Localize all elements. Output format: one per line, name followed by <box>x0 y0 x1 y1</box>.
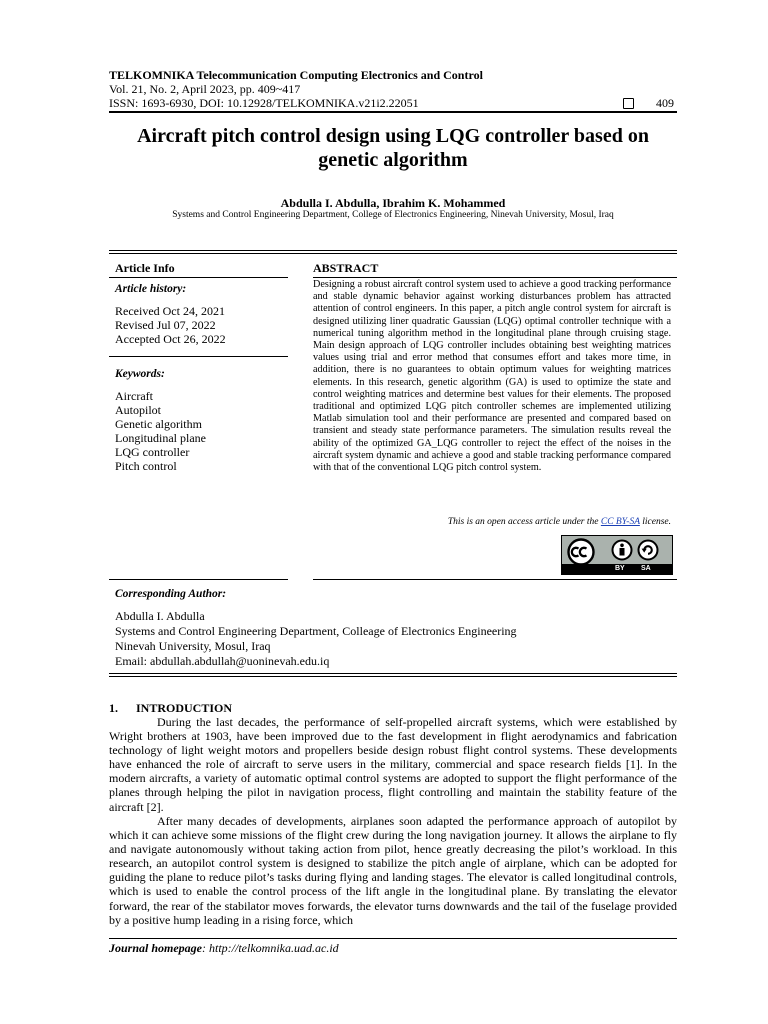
journal-homepage <box>109 941 339 956</box>
license-suffix: license. <box>639 517 671 527</box>
article-history-list <box>115 304 226 346</box>
top-double-rule-1 <box>109 250 677 251</box>
keywords-list <box>115 389 206 473</box>
journal-name: TELKOMNIKA Telecommunication Computing Electronics and Control <box>109 68 483 82</box>
corresponding-department: Systems and Control Engineering Department, Colleage of Electronics Engineering <box>115 624 517 638</box>
article-history-heading: Article history: <box>115 283 187 295</box>
corresponding-author-details <box>115 609 517 669</box>
issn-doi: ISSN: 1693-6930, DOI: 10.12928/TELKOMNIKA.v21i2.22051 <box>109 96 419 110</box>
badge-sa-label: SA <box>641 565 651 572</box>
volume-info: Vol. 21, No. 2, April 2023, pp. 409~417 <box>109 82 301 96</box>
abstract-rule <box>313 277 677 278</box>
top-double-rule-2 <box>109 253 677 254</box>
keywords-heading: Keywords: <box>115 368 165 380</box>
square-bullet-icon <box>623 98 634 109</box>
cc-by-sa-badge[interactable] <box>561 535 673 575</box>
keyword-item: Aircraft <box>115 389 153 403</box>
corresponding-email: Email: abdullah.abdullah@uoninevah.edu.iq <box>115 654 330 668</box>
keyword-item: Pitch control <box>115 459 177 473</box>
footer-rule <box>109 938 677 939</box>
homepage-url[interactable]: : http://telkomnika.uad.ac.id <box>202 941 339 955</box>
affiliation: Systems and Control Engineering Department, College of Electronics Engineering, Ninevah University, Mosul, Iraq <box>172 210 614 220</box>
author-list: Abdulla I. Abdulla, Ibrahim K. Mohammed <box>280 196 506 210</box>
corresponding-rule-right <box>313 579 677 580</box>
intro-paragraph-2: After many decades of developments, airplanes soon adapted the performance approach of autopilot by which it can achieve some missions of the flight crew during the long navigation journey. It allows the airplane to fly and navigate autonomously without taking action from pilot, hence greatly decreasing the pilot’s workload. In this research, an autopilot control system is designed to stabilize the pitch angle of airplane, which can be adopted for guiding the plane to reduce pilot’s tasks during flying and landing stages. The elevator is called longitudinal controls, which is used to enable the control process of the lift angle in the longitudinal plane. By translating the elevator forward, the rear of the stabilator moves forwards, the elevator turns downwards and the tail of the fuselage provided by a positive hump leading in a rising force, which <box>109 814 677 927</box>
history-keywords-divider <box>109 356 288 357</box>
cc-badge-graphic <box>562 536 672 564</box>
introduction-heading <box>109 701 232 716</box>
article-info-rule <box>109 277 288 278</box>
history-received: Received Oct 24, 2021 <box>115 304 225 318</box>
history-revised: Revised Jul 07, 2022 <box>115 318 216 332</box>
corresponding-author-heading: Corresponding Author: <box>115 588 227 600</box>
keyword-item: LQG controller <box>115 445 190 459</box>
abstract-heading: ABSTRACT <box>313 261 379 275</box>
history-accepted: Accepted Oct 26, 2022 <box>115 332 226 346</box>
corresponding-rule-left <box>109 579 288 580</box>
keyword-item: Longitudinal plane <box>115 431 206 445</box>
homepage-label: Journal homepage <box>109 941 203 955</box>
corresponding-name: Abdulla I. Abdulla <box>115 609 205 623</box>
page-number: 409 <box>656 96 674 110</box>
paper-title: Aircraft pitch control design using LQG controller based on genetic algorithm <box>137 125 649 171</box>
bottom-double-rule-2 <box>109 676 677 677</box>
section-number: 1. <box>109 701 118 715</box>
intro-paragraph-1: During the last decades, the performance of self-propelled aircraft systems, which were established by Wright brothers at 1903, have been improved due to the fast development in flight aerodynamics and fabrication technology of light weight motors and propellers beside design robust flight control systems. These developments have enhanced the role of aircraft to serve users in the military, commercial and space research fields [1]. In the modern aircrafts, a variety of automatic optimal control systems are adopted to support the flight performance of the planes through helping the pilot in navigation process, flight controlling and maintain the stability feature of the aircraft [2]. <box>109 715 677 814</box>
keyword-item: Autopilot <box>115 403 162 417</box>
article-info-heading: Article Info <box>115 261 175 275</box>
keyword-item: Genetic algorithm <box>115 417 202 431</box>
license-prefix: This is an open access article under the <box>447 517 601 527</box>
section-title: INTRODUCTION <box>136 701 233 715</box>
bottom-double-rule-1 <box>109 673 677 674</box>
license-link[interactable]: CC BY-SA <box>600 517 640 527</box>
corresponding-university: Ninevah University, Mosul, Iraq <box>115 639 271 653</box>
badge-by-label: BY <box>615 565 625 572</box>
header-rule <box>109 111 677 113</box>
share-alike-icon <box>639 541 658 560</box>
abstract-text: Designing a robust aircraft control system used to achieve a good tracking performance and stable dynamic behavior against working disturbances problem has attracted attention of control engineers. In this paper, a pitch angle control system for aircraft is designed utilizing liner quadratic Gaussian (LQG) optimal controller technique with a numerical tuning algorithm method in the longitudinal plane through cruising stage. Main design approach of LQG controller includes obtaining best weighting matrices values using trial and error method that consumes effort and takes more time, in addition, there is no guarantees to obtain optimum values for weighting matrices elements. In this research, genetic algorithm (GA) is used to optimize the state and control weighting matrices and determine best values for their elements. The proposed traditional and optimized LQG pitch controller schemes are implemented utilizing Matlab simulation tool and their performance are presented and compared based on transient and steady state performance parameters. The simulation results reveal the ability of the optimized GA_LQG controller to reject the effect of the noises in the aircraft system dynamic and achieve a good and stable tracking performance compared with that of the conventional LQG pitch control system. <box>313 279 671 474</box>
license-note <box>313 517 671 527</box>
